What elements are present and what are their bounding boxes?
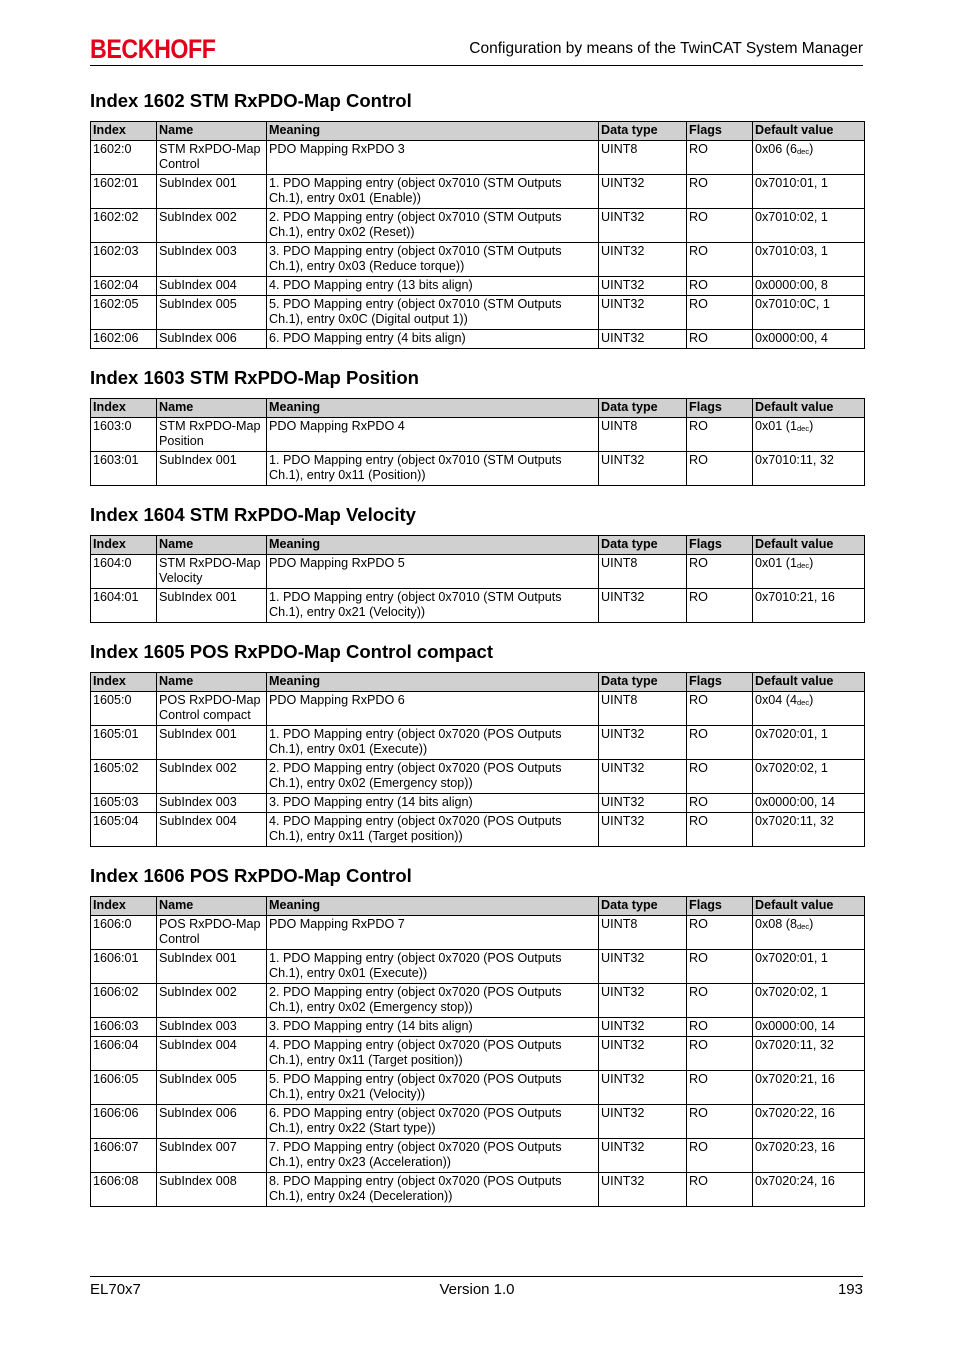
default-value-tail: ) <box>809 693 814 707</box>
table-row <box>91 813 865 847</box>
table-row <box>91 950 865 984</box>
cell-def: 0x7010:03, 1 <box>753 243 865 277</box>
section <box>90 864 863 1207</box>
cell-name: SubIndex 003 <box>157 243 267 277</box>
cell-index: 1606:08 <box>91 1173 157 1207</box>
table-header-row <box>91 897 865 916</box>
cell-type: UINT32 <box>599 175 687 209</box>
object-table <box>90 398 865 486</box>
cell-flags: RO <box>687 418 753 452</box>
cell-index: 1603:01 <box>91 452 157 486</box>
table-row <box>91 1071 865 1105</box>
cell-flags: RO <box>687 555 753 589</box>
cell-type: UINT32 <box>599 813 687 847</box>
cell-meaning: 3. PDO Mapping entry (14 bits align) <box>267 794 599 813</box>
cell-meaning: PDO Mapping RxPDO 3 <box>267 141 599 175</box>
table-header-row <box>91 673 865 692</box>
column-header: Flags <box>687 673 753 692</box>
table-row <box>91 794 865 813</box>
column-header: Index <box>91 122 157 141</box>
table-row <box>91 916 865 950</box>
cell-meaning: 2. PDO Mapping entry (object 0x7020 (POS Outputs Ch.1), entry 0x02 (Emergency stop)) <box>267 984 599 1018</box>
cell-def <box>753 141 865 175</box>
cell-def: 0x7010:0C, 1 <box>753 296 865 330</box>
header-title: Configuration by means of the TwinCAT System Manager <box>469 40 863 57</box>
cell-name: SubIndex 005 <box>157 1071 267 1105</box>
column-header: Name <box>157 673 267 692</box>
table-row <box>91 692 865 726</box>
cell-name: SubIndex 007 <box>157 1139 267 1173</box>
table-row <box>91 243 865 277</box>
table-row <box>91 1173 865 1207</box>
cell-type: UINT32 <box>599 950 687 984</box>
table-row <box>91 296 865 330</box>
cell-index: 1605:04 <box>91 813 157 847</box>
table-row <box>91 726 865 760</box>
cell-def <box>753 555 865 589</box>
cell-flags: RO <box>687 589 753 623</box>
cell-meaning: 1. PDO Mapping entry (object 0x7010 (STM Outputs Ch.1), entry 0x11 (Position)) <box>267 452 599 486</box>
cell-name: SubIndex 003 <box>157 1018 267 1037</box>
table-row <box>91 175 865 209</box>
cell-name: SubIndex 006 <box>157 1105 267 1139</box>
column-header: Index <box>91 536 157 555</box>
cell-name: SubIndex 001 <box>157 589 267 623</box>
default-value-tail: ) <box>809 556 814 570</box>
cell-def: 0x0000:00, 8 <box>753 277 865 296</box>
cell-meaning: 7. PDO Mapping entry (object 0x7020 (POS Outputs Ch.1), entry 0x23 (Acceleration)) <box>267 1139 599 1173</box>
cell-index: 1605:03 <box>91 794 157 813</box>
section-title: Index 1603 STM RxPDO-Map Position <box>90 367 419 388</box>
column-header: Name <box>157 897 267 916</box>
default-value: 0x08 (8 <box>755 917 798 931</box>
cell-type: UINT32 <box>599 296 687 330</box>
section-title: Index 1606 POS RxPDO-Map Control <box>90 865 412 886</box>
cell-def: 0x7020:02, 1 <box>753 760 865 794</box>
cell-index: 1606:02 <box>91 984 157 1018</box>
footer-page-number: 193 <box>837 1281 863 1298</box>
cell-type: UINT32 <box>599 760 687 794</box>
cell-def: 0x7020:24, 16 <box>753 1173 865 1207</box>
column-header: Default value <box>753 897 865 916</box>
column-header: Flags <box>687 399 753 418</box>
cell-def: 0x7020:01, 1 <box>753 950 865 984</box>
section <box>90 366 863 486</box>
cell-flags: RO <box>687 277 753 296</box>
column-header: Flags <box>687 897 753 916</box>
section-title: Index 1604 STM RxPDO-Map Velocity <box>90 504 416 525</box>
cell-index: 1606:06 <box>91 1105 157 1139</box>
cell-flags: RO <box>687 916 753 950</box>
cell-type: UINT32 <box>599 1037 687 1071</box>
cell-def: 0x7010:02, 1 <box>753 209 865 243</box>
cell-index: 1602:02 <box>91 209 157 243</box>
document-body <box>90 89 863 1224</box>
table-header-row <box>91 399 865 418</box>
cell-meaning: 3. PDO Mapping entry (14 bits align) <box>267 1018 599 1037</box>
object-table <box>90 672 865 847</box>
cell-name: STM RxPDO-Map Position <box>157 418 267 452</box>
cell-type: UINT32 <box>599 984 687 1018</box>
cell-meaning: 1. PDO Mapping entry (object 0x7020 (POS Outputs Ch.1), entry 0x01 (Execute)) <box>267 950 599 984</box>
cell-meaning: 5. PDO Mapping entry (object 0x7010 (STM Outputs Ch.1), entry 0x0C (Digital output 1)) <box>267 296 599 330</box>
table-row <box>91 209 865 243</box>
cell-type: UINT32 <box>599 277 687 296</box>
cell-index: 1602:06 <box>91 330 157 349</box>
cell-index: 1606:07 <box>91 1139 157 1173</box>
cell-def: 0x7020:22, 16 <box>753 1105 865 1139</box>
cell-index: 1606:04 <box>91 1037 157 1071</box>
cell-meaning: 1. PDO Mapping entry (object 0x7010 (STM Outputs Ch.1), entry 0x21 (Velocity)) <box>267 589 599 623</box>
column-header: Data type <box>599 673 687 692</box>
radix-subscript: dec <box>797 698 810 707</box>
cell-name: STM RxPDO-Map Velocity <box>157 555 267 589</box>
cell-type: UINT32 <box>599 1173 687 1207</box>
cell-name: SubIndex 002 <box>157 209 267 243</box>
radix-subscript: dec <box>797 561 810 570</box>
cell-flags: RO <box>687 330 753 349</box>
cell-type: UINT32 <box>599 794 687 813</box>
cell-flags: RO <box>687 452 753 486</box>
table-row <box>91 277 865 296</box>
cell-name: SubIndex 002 <box>157 760 267 794</box>
cell-type: UINT8 <box>599 555 687 589</box>
table-row <box>91 330 865 349</box>
cell-index: 1605:01 <box>91 726 157 760</box>
cell-index: 1606:01 <box>91 950 157 984</box>
cell-index: 1606:0 <box>91 916 157 950</box>
table-header-row <box>91 536 865 555</box>
cell-name: SubIndex 005 <box>157 296 267 330</box>
default-value: 0x01 (1 <box>755 419 798 433</box>
cell-def: 0x7020:02, 1 <box>753 984 865 1018</box>
table-row <box>91 452 865 486</box>
cell-name: SubIndex 001 <box>157 726 267 760</box>
default-value: 0x01 (1 <box>755 556 798 570</box>
cell-flags: RO <box>687 1173 753 1207</box>
column-header: Default value <box>753 673 865 692</box>
cell-name: SubIndex 003 <box>157 794 267 813</box>
cell-def: 0x7010:21, 16 <box>753 589 865 623</box>
column-header: Default value <box>753 122 865 141</box>
cell-type: UINT32 <box>599 1071 687 1105</box>
cell-flags: RO <box>687 1037 753 1071</box>
radix-subscript: dec <box>797 922 810 931</box>
footer-version: Version 1.0 <box>439 1281 515 1298</box>
default-value: 0x04 (4 <box>755 693 798 707</box>
table-row <box>91 418 865 452</box>
cell-name: SubIndex 008 <box>157 1173 267 1207</box>
cell-index: 1606:05 <box>91 1071 157 1105</box>
cell-name: SubIndex 001 <box>157 452 267 486</box>
cell-name: SubIndex 001 <box>157 950 267 984</box>
table-row <box>91 589 865 623</box>
column-header: Meaning <box>267 673 599 692</box>
cell-index: 1602:0 <box>91 141 157 175</box>
cell-flags: RO <box>687 794 753 813</box>
cell-meaning: 4. PDO Mapping entry (object 0x7020 (POS Outputs Ch.1), entry 0x11 (Target position)) <box>267 1037 599 1071</box>
beckhoff-logo: BECKHOFF <box>90 34 216 64</box>
cell-flags: RO <box>687 813 753 847</box>
cell-flags: RO <box>687 1139 753 1173</box>
column-header: Meaning <box>267 897 599 916</box>
cell-def: 0x7020:01, 1 <box>753 726 865 760</box>
cell-name: SubIndex 004 <box>157 813 267 847</box>
cell-index: 1603:0 <box>91 418 157 452</box>
cell-type: UINT8 <box>599 692 687 726</box>
section <box>90 89 863 349</box>
cell-def <box>753 692 865 726</box>
cell-def: 0x7020:11, 32 <box>753 813 865 847</box>
column-header: Meaning <box>267 399 599 418</box>
cell-flags: RO <box>687 243 753 277</box>
radix-subscript: dec <box>797 424 810 433</box>
object-table <box>90 896 865 1207</box>
cell-type: UINT32 <box>599 243 687 277</box>
cell-name: SubIndex 001 <box>157 175 267 209</box>
cell-flags: RO <box>687 209 753 243</box>
cell-meaning: PDO Mapping RxPDO 4 <box>267 418 599 452</box>
cell-flags: RO <box>687 760 753 794</box>
cell-name: SubIndex 002 <box>157 984 267 1018</box>
cell-flags: RO <box>687 141 753 175</box>
cell-index: 1606:03 <box>91 1018 157 1037</box>
cell-meaning: 2. PDO Mapping entry (object 0x7020 (POS Outputs Ch.1), entry 0x02 (Emergency stop)) <box>267 760 599 794</box>
radix-subscript: dec <box>797 147 810 156</box>
cell-type: UINT32 <box>599 452 687 486</box>
cell-type: UINT8 <box>599 916 687 950</box>
cell-meaning: 1. PDO Mapping entry (object 0x7010 (STM Outputs Ch.1), entry 0x01 (Enable)) <box>267 175 599 209</box>
section <box>90 640 863 847</box>
column-header: Data type <box>599 897 687 916</box>
cell-name: POS RxPDO-Map Control <box>157 916 267 950</box>
cell-meaning: 4. PDO Mapping entry (object 0x7020 (POS Outputs Ch.1), entry 0x11 (Target position)) <box>267 813 599 847</box>
section-title: Index 1605 POS RxPDO-Map Control compact <box>90 641 493 662</box>
default-value-tail: ) <box>809 419 814 433</box>
header-divider <box>90 65 863 66</box>
cell-meaning: 6. PDO Mapping entry (object 0x7020 (POS Outputs Ch.1), entry 0x22 (Start type)) <box>267 1105 599 1139</box>
cell-type: UINT8 <box>599 141 687 175</box>
footer-product: EL70x7 <box>90 1281 141 1298</box>
cell-type: UINT32 <box>599 1105 687 1139</box>
cell-type: UINT32 <box>599 1139 687 1173</box>
column-header: Index <box>91 897 157 916</box>
table-row <box>91 141 865 175</box>
cell-def: 0x7010:11, 32 <box>753 452 865 486</box>
cell-type: UINT32 <box>599 1018 687 1037</box>
section <box>90 503 863 623</box>
cell-name: STM RxPDO-Map Control <box>157 141 267 175</box>
cell-index: 1602:05 <box>91 296 157 330</box>
cell-type: UINT32 <box>599 209 687 243</box>
cell-def: 0x7010:01, 1 <box>753 175 865 209</box>
cell-meaning: 8. PDO Mapping entry (object 0x7020 (POS Outputs Ch.1), entry 0x24 (Deceleration)) <box>267 1173 599 1207</box>
cell-flags: RO <box>687 726 753 760</box>
column-header: Index <box>91 673 157 692</box>
cell-flags: RO <box>687 984 753 1018</box>
cell-index: 1602:04 <box>91 277 157 296</box>
cell-meaning: PDO Mapping RxPDO 5 <box>267 555 599 589</box>
cell-def: 0x7020:11, 32 <box>753 1037 865 1071</box>
cell-index: 1604:01 <box>91 589 157 623</box>
cell-def: 0x0000:00, 14 <box>753 1018 865 1037</box>
cell-meaning: 6. PDO Mapping entry (4 bits align) <box>267 330 599 349</box>
column-header: Flags <box>687 536 753 555</box>
cell-meaning: PDO Mapping RxPDO 6 <box>267 692 599 726</box>
section-title: Index 1602 STM RxPDO-Map Control <box>90 90 412 111</box>
column-header: Name <box>157 536 267 555</box>
cell-def <box>753 916 865 950</box>
table-header-row <box>91 122 865 141</box>
column-header: Meaning <box>267 536 599 555</box>
table-row <box>91 760 865 794</box>
footer-divider <box>90 1276 863 1277</box>
cell-name: SubIndex 006 <box>157 330 267 349</box>
cell-meaning: PDO Mapping RxPDO 7 <box>267 916 599 950</box>
cell-def: 0x7020:23, 16 <box>753 1139 865 1173</box>
column-header: Name <box>157 122 267 141</box>
table-row <box>91 1105 865 1139</box>
column-header: Index <box>91 399 157 418</box>
cell-def: 0x0000:00, 4 <box>753 330 865 349</box>
column-header: Default value <box>753 536 865 555</box>
cell-type: UINT8 <box>599 418 687 452</box>
column-header: Name <box>157 399 267 418</box>
table-row <box>91 1018 865 1037</box>
cell-flags: RO <box>687 175 753 209</box>
cell-meaning: 1. PDO Mapping entry (object 0x7020 (POS Outputs Ch.1), entry 0x01 (Execute)) <box>267 726 599 760</box>
cell-name: SubIndex 004 <box>157 277 267 296</box>
cell-def <box>753 418 865 452</box>
cell-index: 1605:02 <box>91 760 157 794</box>
table-row <box>91 555 865 589</box>
cell-type: UINT32 <box>599 589 687 623</box>
table-row <box>91 1037 865 1071</box>
column-header: Data type <box>599 536 687 555</box>
cell-def: 0x0000:00, 14 <box>753 794 865 813</box>
column-header: Data type <box>599 399 687 418</box>
default-value-tail: ) <box>809 917 814 931</box>
object-table <box>90 121 865 349</box>
cell-def: 0x7020:21, 16 <box>753 1071 865 1105</box>
default-value-tail: ) <box>809 142 814 156</box>
cell-flags: RO <box>687 296 753 330</box>
column-header: Default value <box>753 399 865 418</box>
cell-flags: RO <box>687 1105 753 1139</box>
cell-type: UINT32 <box>599 330 687 349</box>
cell-type: UINT32 <box>599 726 687 760</box>
table-row <box>91 984 865 1018</box>
cell-name: SubIndex 004 <box>157 1037 267 1071</box>
column-header: Meaning <box>267 122 599 141</box>
cell-meaning: 4. PDO Mapping entry (13 bits align) <box>267 277 599 296</box>
table-row <box>91 1139 865 1173</box>
cell-index: 1602:01 <box>91 175 157 209</box>
cell-name: POS RxPDO-Map Control compact <box>157 692 267 726</box>
cell-meaning: 5. PDO Mapping entry (object 0x7020 (POS Outputs Ch.1), entry 0x21 (Velocity)) <box>267 1071 599 1105</box>
default-value: 0x06 (6 <box>755 142 798 156</box>
cell-index: 1602:03 <box>91 243 157 277</box>
cell-index: 1604:0 <box>91 555 157 589</box>
cell-meaning: 2. PDO Mapping entry (object 0x7010 (STM Outputs Ch.1), entry 0x02 (Reset)) <box>267 209 599 243</box>
column-header: Data type <box>599 122 687 141</box>
object-table <box>90 535 865 623</box>
cell-flags: RO <box>687 1018 753 1037</box>
cell-flags: RO <box>687 692 753 726</box>
column-header: Flags <box>687 122 753 141</box>
cell-flags: RO <box>687 950 753 984</box>
cell-flags: RO <box>687 1071 753 1105</box>
cell-index: 1605:0 <box>91 692 157 726</box>
cell-meaning: 3. PDO Mapping entry (object 0x7010 (STM Outputs Ch.1), entry 0x03 (Reduce torque)) <box>267 243 599 277</box>
